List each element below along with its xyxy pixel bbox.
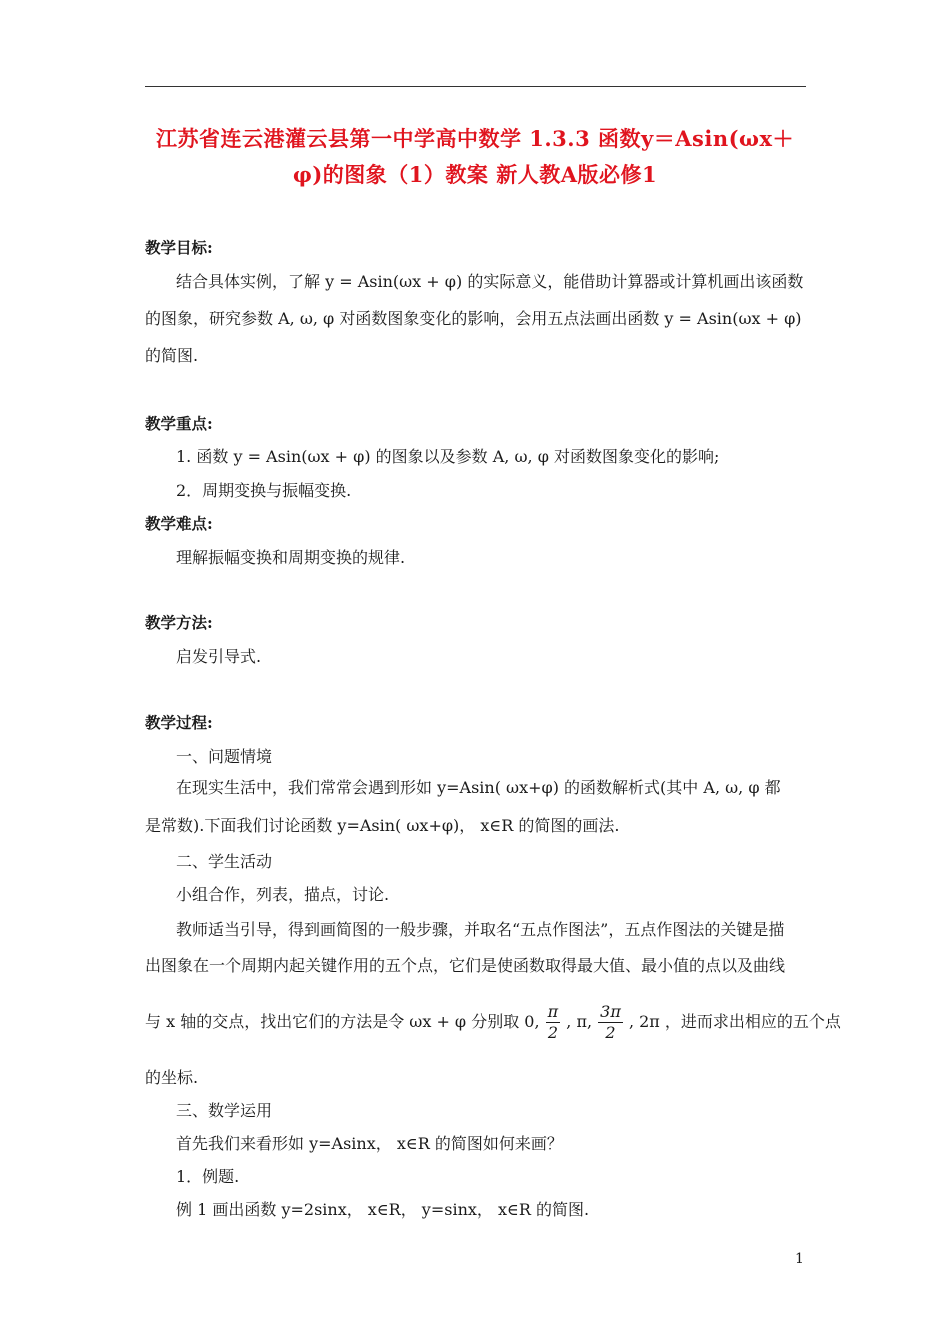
section1-paragraph-line2: 是常数).下面我们讨论函数 y=Asin( ωx+φ)， x∈R 的简图的画法. [145, 816, 620, 835]
section2-paragraph-line1: 教师适当引导，得到画简图的一般步骤，并取名“五点作图法”，五点作图法的关键是描 [176, 920, 785, 939]
section2-activity: 小组合作，列表，描点，讨论. [176, 885, 390, 904]
heading-key-points: 教学重点: [145, 414, 213, 433]
five-point-text-a: 与 x 轴的交点，找出它们的方法是令 ωx + φ 分别取 0, [145, 1012, 540, 1031]
goal-paragraph-line3: 的简图. [145, 346, 199, 365]
section2-paragraph-line3 [145, 1002, 841, 1043]
goal-paragraph-line1: 结合具体实例，了解 y = Asin(ωx + φ) 的实际意义，能借助计算器或计算机画出该函数 [176, 272, 804, 291]
fraction-numerator: 3π [600, 1002, 621, 1021]
fraction-3pi-over-2 [598, 1002, 623, 1043]
fraction-denominator: 2 [547, 1023, 559, 1042]
difficulty-text: 理解振幅变换和周期变换的规律. [176, 548, 406, 567]
document-title-line1: 江苏省连云港灌云县第一中学高中数学 1.3.3 函数y＝Asin(ωx＋ [155, 126, 795, 151]
heading-process: 教学过程: [145, 713, 213, 732]
method-text: 启发引导式. [176, 647, 262, 666]
section1-paragraph-line1: 在现实生活中，我们常常会遇到形如 y=Asin( ωx+φ) 的函数解析式(其中 A, ω, φ 都 [176, 778, 781, 797]
example-1: 例 1 画出函数 y=2sinx， x∈R， y=sinx， x∈R 的简图. [176, 1200, 590, 1219]
section3-intro: 首先我们来看形如 y=Asinx， x∈R 的简图如何来画？ [176, 1134, 563, 1153]
section1-title: 一、问题情境 [176, 747, 273, 766]
fraction-numerator: π [547, 1002, 559, 1021]
section3-title: 三、数学运用 [176, 1101, 273, 1120]
page-number: 1 [795, 1251, 804, 1267]
heading-difficulty: 教学难点: [145, 514, 213, 533]
five-point-text-c: , 2π ，进而求出相应的五个点 [628, 1012, 841, 1031]
key-point-2: 2．周期变换与振幅变换. [176, 481, 352, 500]
goal-paragraph-line2: 的图象，研究参数 A, ω, φ 对函数图象变化的影响，会用五点法画出函数 y = Asin(ωx + φ) [145, 309, 802, 328]
document-title-line2: φ)的图象（1）教案 新人教A版必修1 [292, 162, 658, 187]
heading-method: 教学方法: [145, 613, 213, 632]
section2-paragraph-line4: 的坐标. [145, 1068, 199, 1087]
section3-examples-label: 1．例题. [176, 1167, 240, 1186]
key-point-1: 1. 函数 y = Asin(ωx + φ) 的图象以及参数 A, ω, φ 对函数图象变化的影响; [176, 447, 720, 466]
fraction-pi-over-2 [546, 1002, 561, 1043]
heading-teaching-goals: 教学目标: [145, 238, 213, 257]
header-rule [145, 86, 806, 87]
five-point-text-b: , π, [566, 1012, 593, 1031]
section2-title: 二、学生活动 [176, 852, 273, 871]
fraction-denominator: 2 [605, 1023, 616, 1042]
section2-paragraph-line2: 出图象在一个周期内起关键作用的五个点，它们是使函数取得最大值、最小值的点以及曲线 [145, 956, 786, 975]
